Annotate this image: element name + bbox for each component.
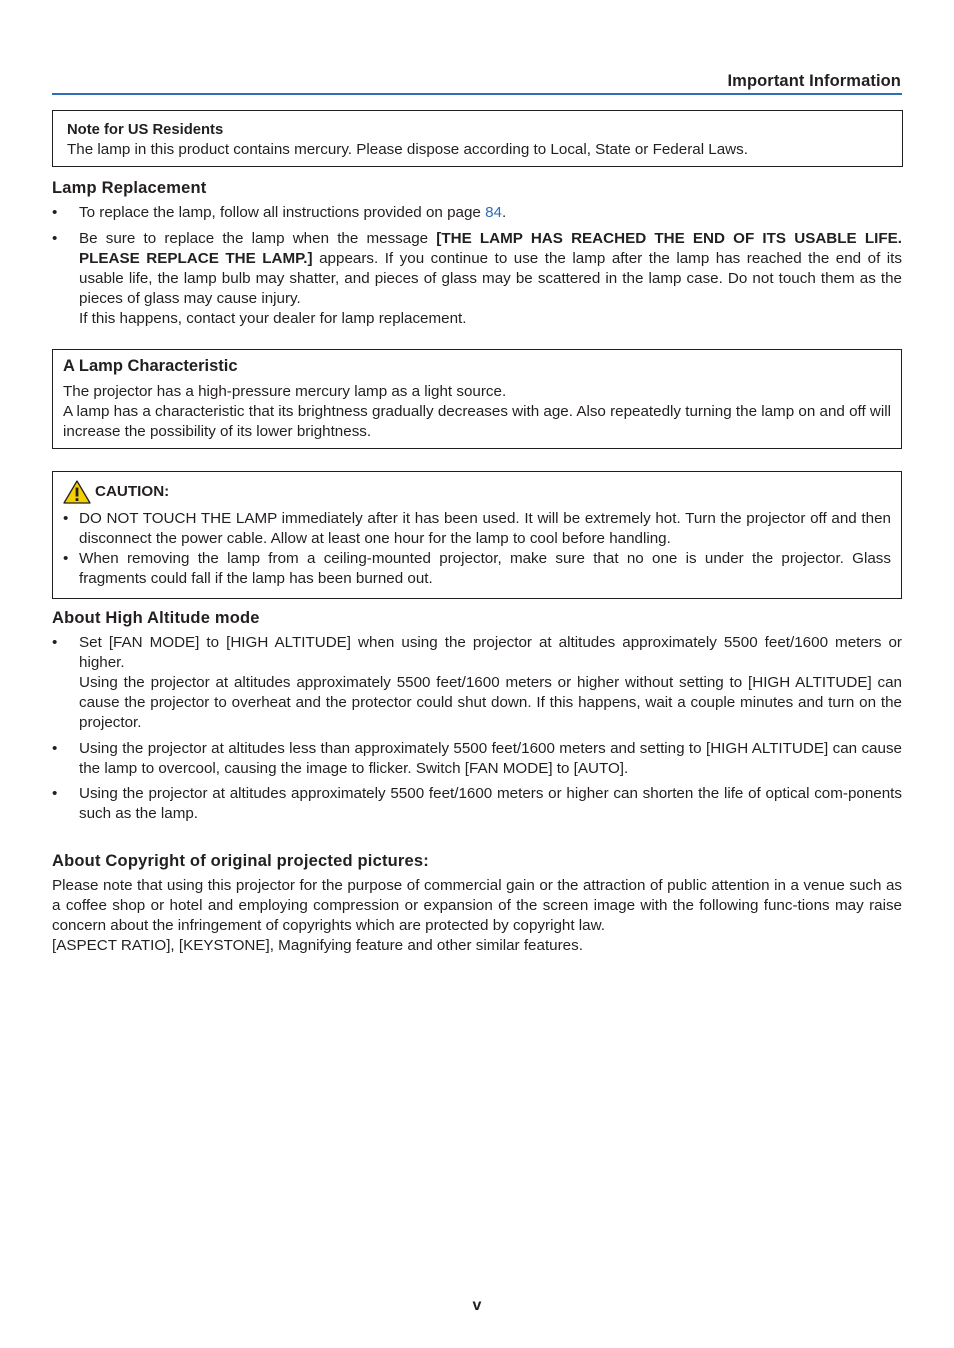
- item-text: Set [FAN MODE] to [HIGH ALTITUDE] when using the projector at altitudes approximately 5500 feet/1600 meters or higher.: [79, 634, 902, 671]
- page-link-84[interactable]: 84: [485, 204, 502, 221]
- caution-text: DO NOT TOUCH THE LAMP immediately after it has been used. It will be extremely hot. Turn the projector off and then disconnect the power cable. Allow at least one hour for the lamp to cool before handling.: [79, 510, 891, 547]
- list-item: [63, 509, 891, 549]
- copyright-text: [ASPECT RATIO], [KEYSTONE], Magnifying feature and other similar features.: [52, 937, 583, 954]
- lamp-characteristic-box: [52, 349, 902, 449]
- header-rule: [52, 93, 902, 95]
- bullet: •: [52, 785, 58, 802]
- bullet: •: [52, 230, 58, 247]
- copyright-paragraph: [52, 876, 902, 956]
- note-title: Note for US Residents: [67, 122, 224, 138]
- page-header-title: Important Information: [727, 72, 901, 90]
- page-number: v: [472, 1297, 482, 1314]
- item-text: Be sure to replace the lamp when the message: [79, 230, 437, 247]
- item-text: Using the projector at altitudes approximately 5500 feet/1600 meters or higher can shorten the life of optical com-ponents such as the lamp.: [79, 785, 902, 822]
- lamp-replacement-heading: Lamp Replacement: [52, 179, 207, 197]
- lamp-message-bold: PLEASE REPLACE THE LAMP.]: [79, 250, 313, 267]
- item-text: .: [501, 204, 507, 221]
- list-item: [63, 549, 891, 589]
- bullet: •: [52, 740, 58, 757]
- bullet: •: [52, 634, 58, 651]
- lamp-characteristic-text: A lamp has a characteristic that its brightness gradually decreases with age. Also repeatedly turning the lamp on and off will increase the possibility of its lower brightness.: [63, 403, 891, 440]
- list-item: [52, 633, 902, 733]
- lamp-characteristic-title: A Lamp Characteristic: [63, 357, 238, 375]
- note-text: The lamp in this product contains mercury. Please dispose according to Local, State or Federal Laws.: [67, 141, 748, 158]
- list-item: [52, 229, 902, 329]
- bullet: •: [63, 550, 69, 567]
- lamp-message-bold: [THE LAMP HAS REACHED THE END OF ITS USABLE LIFE.: [436, 230, 902, 247]
- warning-triangle-icon: [63, 480, 91, 504]
- lamp-characteristic-text: The projector has a high-pressure mercury lamp as a light source.: [63, 383, 507, 400]
- item-text: Using the projector at altitudes approximately 5500 feet/1600 meters or higher without setting to [HIGH ALTITUDE] can cause the projector to overheat and the protector could shut down. If this happens, wait a couple minutes and turn on the projector.: [79, 674, 902, 731]
- note-box: [52, 110, 903, 167]
- bullet: •: [52, 204, 58, 221]
- caution-label: CAUTION:: [95, 483, 170, 500]
- copyright-text: Please note that using this projector for the purpose of commercial gain or the attraction of public attention in a venue such as a coffee shop or hotel and employing compression or expansion of the screen image with the following func-tions may raise concern about the infringement of copyrights which are protected by copyright law.: [52, 877, 902, 934]
- item-text: Using the projector at altitudes less than approximately 5500 feet/1600 meters and setting to [HIGH ALTITUDE] can cause the lamp to overcool, causing the image to flicker. Switch [FAN MODE] to [AUTO].: [79, 740, 902, 777]
- item-text: appears. If you continue to use the lamp after the lamp has reached the end of its usable life, the lamp bulb may shatter, and pieces of glass may be scattered in the lamp case. Do not touch them as the pieces of glass may cause injury.: [79, 250, 902, 307]
- caution-box: [52, 471, 902, 599]
- high-altitude-heading: About High Altitude mode: [52, 609, 260, 627]
- caution-text: When removing the lamp from a ceiling-mounted projector, make sure that no one is under the projector. Glass fragments could fall if the lamp has been burned out.: [79, 550, 891, 587]
- list-item: [52, 203, 902, 223]
- item-text: To replace the lamp, follow all instructions provided on page: [79, 204, 486, 221]
- list-item: [52, 784, 902, 824]
- item-text: If this happens, contact your dealer for lamp replacement.: [79, 310, 467, 327]
- list-item: [52, 739, 902, 779]
- bullet: •: [63, 510, 69, 527]
- copyright-heading: About Copyright of original projected pictures:: [52, 852, 429, 870]
